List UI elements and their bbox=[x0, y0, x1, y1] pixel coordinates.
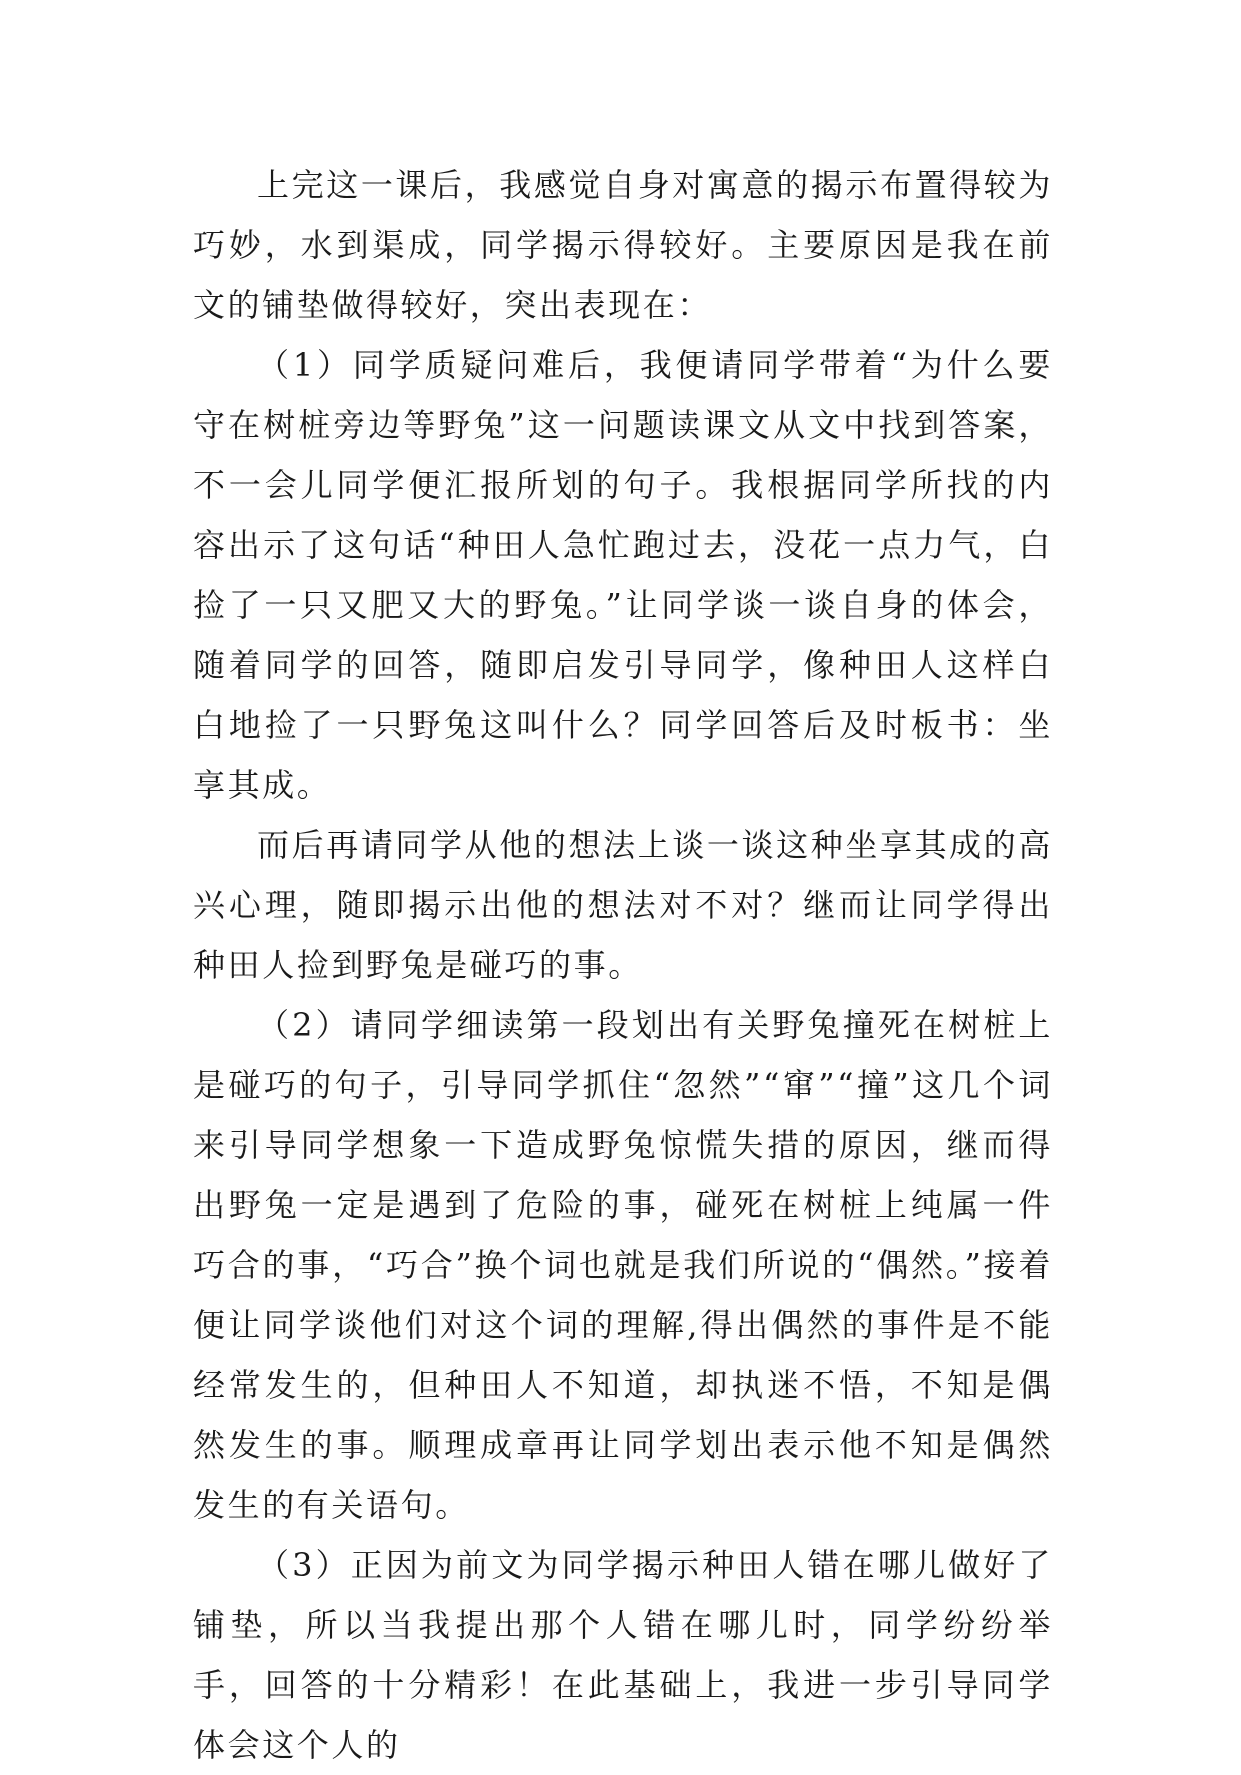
paragraph-follow-up: 而后再请同学从他的想法上谈一谈这种坐享其成的高兴心理，随即揭示出他的想法对不对？继而让同学得出种田人捡到野兔是碰巧的事。 bbox=[193, 826, 1053, 984]
document-body bbox=[193, 155, 1053, 1775]
paragraph-intro: 上完这一课后，我感觉自身对寓意的揭示布置得较为巧妙，水到渠成，同学揭示得较好。主要原因是我在前文的铺垫做得较好，突出表现在： bbox=[193, 166, 1053, 324]
paragraph-point-1: （1）同学质疑问难后，我便请同学带着“为什么要守在树桩旁边等野兔”这一问题读课文从文中找到答案，不一会儿同学便汇报所划的句子。我根据同学所找的内容出示了这句话“种田人急忙跑过去，没花一点力气，白捡了一只又肥又大的野兔。”让同学谈一谈自身的体会，随着同学的回答，随即启发引导同学，像种田人这样白白地捡了一只野兔这叫什么？同学回答后及时板书：坐享其成。 bbox=[193, 346, 1053, 804]
paragraph-point-3: （3）正因为前文为同学揭示种田人错在哪儿做好了铺垫，所以当我提出那个人错在哪儿时，同学纷纷举手，回答的十分精彩！在此基础上，我进一步引导同学体会这个人的 bbox=[193, 1546, 1053, 1764]
paragraph-point-2: （2）请同学细读第一段划出有关野兔撞死在树桩上是碰巧的句子，引导同学抓住“忽然”“窜”“撞”这几个词来引导同学想象一下造成野兔惊慌失措的原因，继而得出野兔一定是遇到了危险的事，碰死在树桩上纯属一件巧合的事，“巧合”换个词也就是我们所说的“偶然。”接着便让同学谈他们对这个词的理解,得出偶然的事件是不能经常发生的，但种田人不知道，却执迷不悟，不知是偶然发生的事。顺理成章再让同学划出表示他不知是偶然发生的有关语句。 bbox=[193, 1006, 1053, 1524]
